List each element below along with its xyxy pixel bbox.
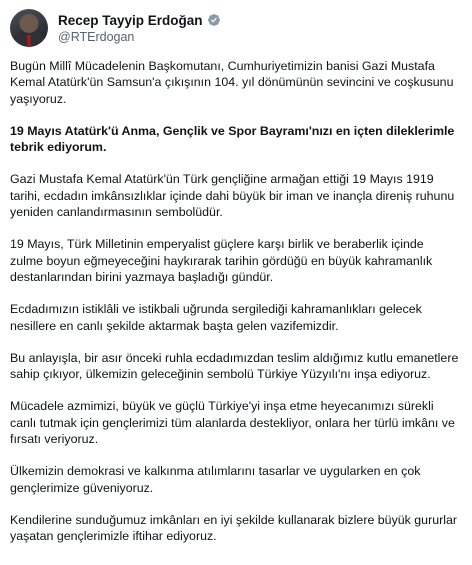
tweet-paragraph: Ülkemizin demokrasi ve kalkınma atılımlarını tasarlar ve uygularken en çok gençlerimize güveniyoruz.: [10, 464, 421, 495]
tweet-paragraph: Bugün Millî Mücadelenin Başkomutanı, Cumhuriyetimizin banisi Gazi Mustafa Kemal Atatürk'ün Samsun'a çıkışının 104. yıl dönümünün sevincini ve coşkusunu yaşıyoruz.: [10, 59, 454, 106]
tweet-paragraph: Bu anlayışla, bir asır önceki ruhla ecdadımızdan teslim aldığımız kutlu emanetlere sahip çıkıyor, ülkemizin geleceğinin sembolü Türkiye Yüzyılı'nı inşa ediyoruz.: [10, 350, 459, 382]
tweet-paragraph: Kendilerine sunduğumuz imkânları en iyi şekilde kullanarak bizlere büyük gururlar yaşatan gençlerimizle iftihar ediyoruz.: [10, 512, 457, 544]
author-name-row: [58, 12, 221, 29]
author-display-name[interactable]: Recep Tayyip Erdoğan: [58, 12, 203, 28]
tweet-paragraph: Mücadele azmimizi, büyük ve güçlü Türkiye'yi inşa etme heyecanımızı sürekli canlı tutmak için gençlerimizi tüm alanlarda destekliyor, onlara her türlü imkânı ve fırsatı veriyoruz.: [10, 399, 455, 447]
tweet-paragraph: Gazi Mustafa Kemal Atatürk'ün Türk gençliğine armağan ettiği 19 Mayıs 1919 tarihi, ecdadın imkânsızlıklar içinde dahi büyük bir iman ve inançla direniş ruhunu yeniden canlandırmasının sembolüdür.: [10, 172, 455, 220]
tweet-paragraph-bold: 19 Mayıs Atatürk'ü Anma, Gençlik ve Spor Bayramı'nızı en içten dileklerimle tebrik ediyorum.: [10, 123, 455, 155]
tweet-text: [10, 58, 460, 545]
avatar-tie: [27, 35, 31, 47]
author-handle[interactable]: @RTErdogan: [58, 29, 135, 44]
verified-badge-icon: [207, 13, 221, 27]
tweet-paragraph: 19 Mayıs, Türk Milletinin emperyalist güçlere karşı birlik ve beraberlik içinde zulme boyun eğmeyeceğini haykırarak tarihin gördüğü en büyük kahramanlık destanlarından birini yazmaya başladığı gündür.: [10, 237, 433, 284]
avatar[interactable]: [10, 9, 48, 47]
tweet-header: [10, 8, 460, 48]
tweet-paragraph: Ecdadımızın istiklâli ve istikbali uğrunda sergilediği kahramanlıkları gelecek nesillere en canlı şekilde aktarmak başta gelen vazifemizdir.: [10, 302, 422, 333]
author-info: [58, 12, 221, 45]
